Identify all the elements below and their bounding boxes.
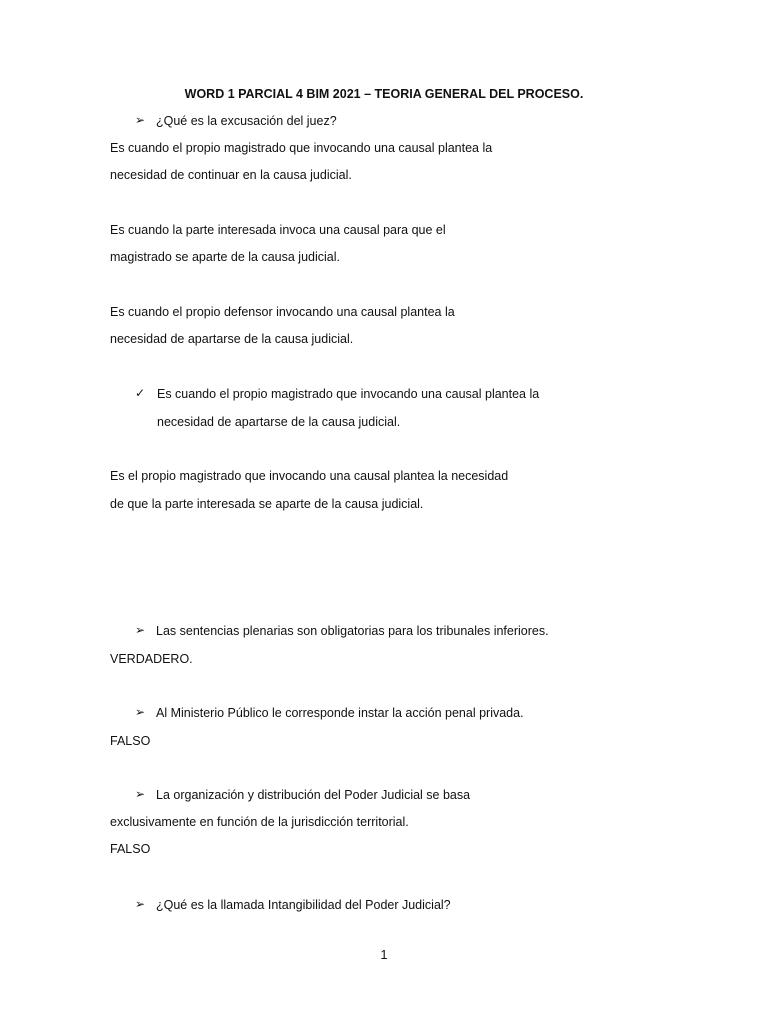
answer-4: FALSO <box>110 842 151 856</box>
q1-option-e-line-1: Es el propio magistrado que invocando una causal plantea la necesidad <box>110 469 509 483</box>
q1-option-e-line-2: de que la parte interesada se aparte de la causa judicial. <box>110 497 424 511</box>
arrow-bullet-icon: ➢ <box>134 623 146 637</box>
q1-option-c-line-2: necesidad de apartarse de la causa judicial. <box>110 332 354 346</box>
arrow-bullet-icon: ➢ <box>134 113 146 127</box>
q1-option-a-line-2: necesidad de continuar en la causa judicial. <box>110 168 352 182</box>
page-number: 1 <box>380 948 388 962</box>
arrow-bullet-icon: ➢ <box>134 787 146 801</box>
checkmark-icon: ✓ <box>134 386 146 400</box>
question-5: ¿Qué es la llamada Intangibilidad del Poder Judicial? <box>156 898 451 912</box>
question-4-line-2: exclusivamente en función de la jurisdicción territorial. <box>110 815 409 829</box>
question-1: ¿Qué es la excusación del juez? <box>156 114 337 128</box>
arrow-bullet-icon: ➢ <box>134 897 146 911</box>
question-4-line-1: La organización y distribución del Poder Judicial se basa <box>156 788 471 802</box>
arrow-bullet-icon: ➢ <box>134 705 146 719</box>
q1-option-a-line-1: Es cuando el propio magistrado que invocando una causal plantea la <box>110 141 493 155</box>
q1-option-d-line-1: Es cuando el propio magistrado que invocando una causal plantea la <box>157 387 540 401</box>
answer-2: VERDADERO. <box>110 652 193 666</box>
answer-3: FALSO <box>110 734 151 748</box>
document-title: WORD 1 PARCIAL 4 BIM 2021 – TEORIA GENERAL DEL PROCESO. <box>184 87 584 101</box>
q1-option-c-line-1: Es cuando el propio defensor invocando una causal plantea la <box>110 305 455 319</box>
q1-option-b-line-1: Es cuando la parte interesada invoca una causal para que el <box>110 223 446 237</box>
q1-option-b-line-2: magistrado se aparte de la causa judicial. <box>110 250 340 264</box>
q1-option-d-line-2: necesidad de apartarse de la causa judicial. <box>157 415 401 429</box>
question-3: Al Ministerio Público le corresponde instar la acción penal privada. <box>156 706 524 720</box>
question-2: Las sentencias plenarias son obligatorias para los tribunales inferiores. <box>156 624 549 638</box>
